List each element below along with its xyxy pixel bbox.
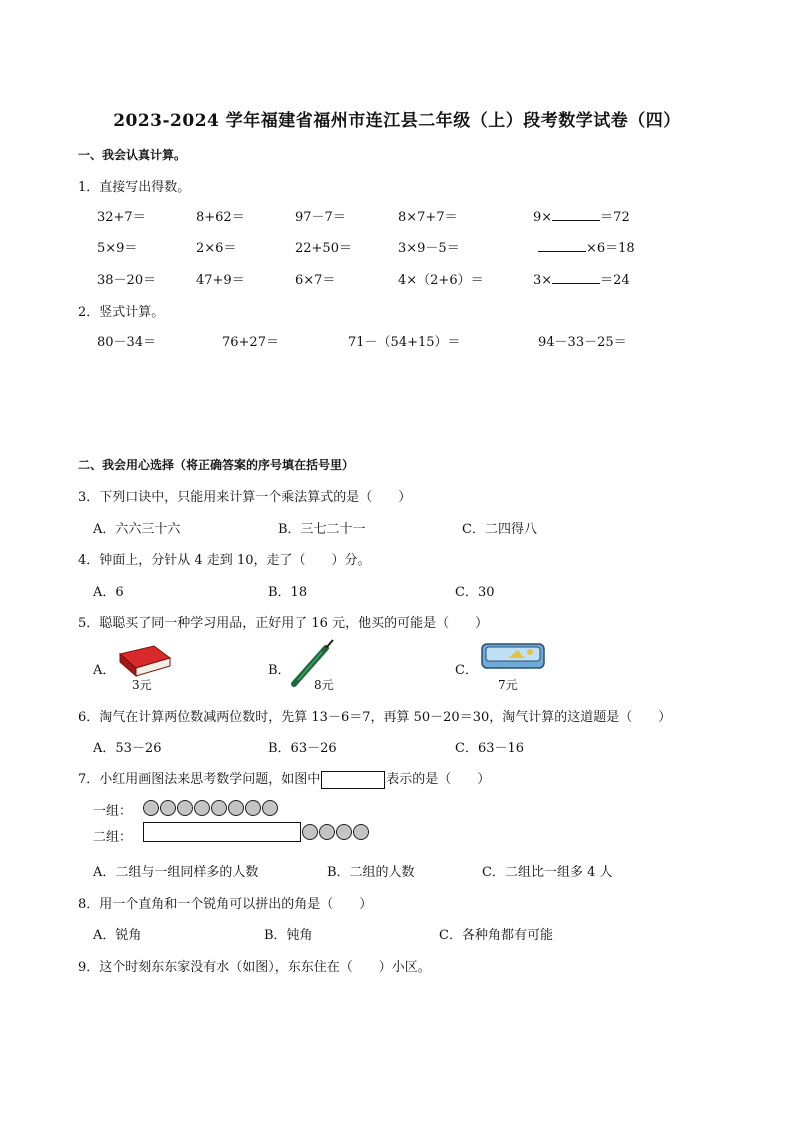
q8-option-a[interactable]: A．锐角 bbox=[93, 928, 142, 943]
calc-blank-before: 3× bbox=[533, 273, 553, 288]
vertical-calc-item: 94－33－25＝ bbox=[538, 335, 627, 350]
q8-option-b[interactable]: B．钝角 bbox=[264, 928, 313, 943]
calc-item: 3×9－5＝ bbox=[398, 241, 460, 256]
calc-item: 47+9＝ bbox=[196, 273, 245, 288]
calc-item: 5×9＝ bbox=[97, 241, 138, 256]
circle-mark bbox=[353, 824, 369, 840]
calc-blank-item bbox=[533, 269, 630, 288]
vertical-calc-item: 76+27＝ bbox=[222, 335, 279, 350]
calc-blank-before: 9× bbox=[533, 210, 553, 225]
page-title: 2023-2024 学年福建省福州市连江县二年级（上）段考数学试卷（四） bbox=[113, 111, 681, 131]
q4-option-b[interactable]: B．18 bbox=[268, 585, 308, 600]
q5-price-c: 7元 bbox=[498, 678, 518, 692]
section-2-heading: 二、我会用心选择（将正确答案的序号填在括号里） bbox=[78, 458, 355, 472]
circle-mark bbox=[336, 824, 352, 840]
q6-option-b[interactable]: B．63－26 bbox=[268, 741, 337, 756]
group-1-label: 一组： bbox=[93, 804, 133, 819]
q3-option-b[interactable]: B．三七二十一 bbox=[278, 522, 366, 537]
circle-mark bbox=[262, 800, 278, 816]
q7-label-after: 表示的是（ ） bbox=[386, 772, 491, 787]
question-3-label: 3．下列口诀中，只能用来计算一个乘法算式的是（ ） bbox=[78, 490, 412, 505]
question-4-label: 4．钟面上，分针从 4 走到 10，走了（ ）分。 bbox=[78, 553, 371, 568]
q6-option-a[interactable]: A．53－26 bbox=[93, 741, 162, 756]
calc-item: 6×7＝ bbox=[295, 273, 336, 288]
question-7-label bbox=[78, 768, 490, 789]
calc-item: 22+50＝ bbox=[295, 241, 352, 256]
calc-blank-after: ＝72 bbox=[600, 210, 630, 225]
circle-mark bbox=[228, 800, 244, 816]
q7-inline-rectangle bbox=[321, 771, 385, 789]
q5-option-c[interactable]: C． bbox=[455, 663, 478, 678]
question-1-label: 1．直接写出得数。 bbox=[78, 180, 191, 195]
q4-option-a[interactable]: A．6 bbox=[93, 585, 124, 600]
circle-mark bbox=[319, 824, 335, 840]
question-6-label: 6．淘气在计算两位数减两位数时，先算 13－6＝7，再算 50－20＝30，淘气计算的这道题是（ ） bbox=[78, 710, 672, 725]
calc-item: 8+62＝ bbox=[196, 210, 245, 225]
calc-item: 8×7+7＝ bbox=[398, 210, 458, 225]
question-2-label: 2．竖式计算。 bbox=[78, 305, 165, 320]
q5-option-a[interactable]: A． bbox=[93, 663, 116, 678]
circle-mark bbox=[160, 800, 176, 816]
answer-blank[interactable] bbox=[552, 271, 600, 284]
group-2-diagram bbox=[143, 822, 369, 842]
circle-mark bbox=[245, 800, 261, 816]
q8-option-c[interactable]: C．各种角都有可能 bbox=[439, 928, 553, 943]
answer-blank[interactable] bbox=[538, 239, 586, 252]
q4-option-c[interactable]: C．30 bbox=[455, 585, 495, 600]
q3-option-a[interactable]: A．六六三十六 bbox=[93, 522, 181, 537]
group-2-label: 二组： bbox=[93, 830, 133, 845]
calc-blank-item bbox=[538, 237, 635, 256]
q7-option-c[interactable]: C．二组比一组多 4 人 bbox=[482, 865, 613, 880]
q6-option-c[interactable]: C．63－16 bbox=[455, 741, 525, 756]
pencil-case-icon bbox=[478, 640, 548, 674]
group-2-rectangle bbox=[143, 822, 301, 842]
circle-mark bbox=[143, 800, 159, 816]
group-1-circles bbox=[143, 800, 278, 816]
calc-blank-item bbox=[533, 206, 630, 225]
question-9-label: 9．这个时刻东东家没有水（如图），东东住在（ ）小区。 bbox=[78, 960, 431, 975]
calc-item: 4×（2+6）＝ bbox=[398, 273, 484, 288]
question-5-label: 5．聪聪买了同一种学习用品，正好用了 16 元，他买的可能是（ ） bbox=[78, 616, 489, 631]
vertical-calc-item: 80－34＝ bbox=[97, 335, 157, 350]
vertical-calc-item: 71－（54+15）＝ bbox=[348, 335, 461, 350]
calc-blank-after: ×6＝18 bbox=[586, 241, 635, 256]
group-2-circles bbox=[302, 824, 369, 840]
question-8-label: 8．用一个直角和一个锐角可以拼出的角是（ ） bbox=[78, 897, 373, 912]
circle-mark bbox=[211, 800, 227, 816]
q3-option-c[interactable]: C．二四得八 bbox=[462, 522, 537, 537]
calc-blank-after: ＝24 bbox=[600, 273, 630, 288]
circle-mark bbox=[177, 800, 193, 816]
calc-item: 38－20＝ bbox=[97, 273, 157, 288]
q7-option-b[interactable]: B．二组的人数 bbox=[327, 865, 415, 880]
q5-price-a: 3元 bbox=[132, 678, 152, 692]
q5-option-b[interactable]: B． bbox=[268, 663, 291, 678]
section-1-heading: 一、我会认真计算。 bbox=[78, 148, 187, 162]
answer-blank[interactable] bbox=[552, 208, 600, 221]
calc-item: 32+7＝ bbox=[97, 210, 146, 225]
circle-mark bbox=[194, 800, 210, 816]
calc-item: 97－7＝ bbox=[295, 210, 346, 225]
q5-price-b: 8元 bbox=[314, 678, 334, 692]
q7-option-a[interactable]: A．二组与一组同样多的人数 bbox=[93, 865, 259, 880]
q7-label-before: 7．小红用画图法来思考数学问题，如图中 bbox=[78, 772, 321, 787]
calc-item: 2×6＝ bbox=[196, 241, 237, 256]
circle-mark bbox=[302, 824, 318, 840]
